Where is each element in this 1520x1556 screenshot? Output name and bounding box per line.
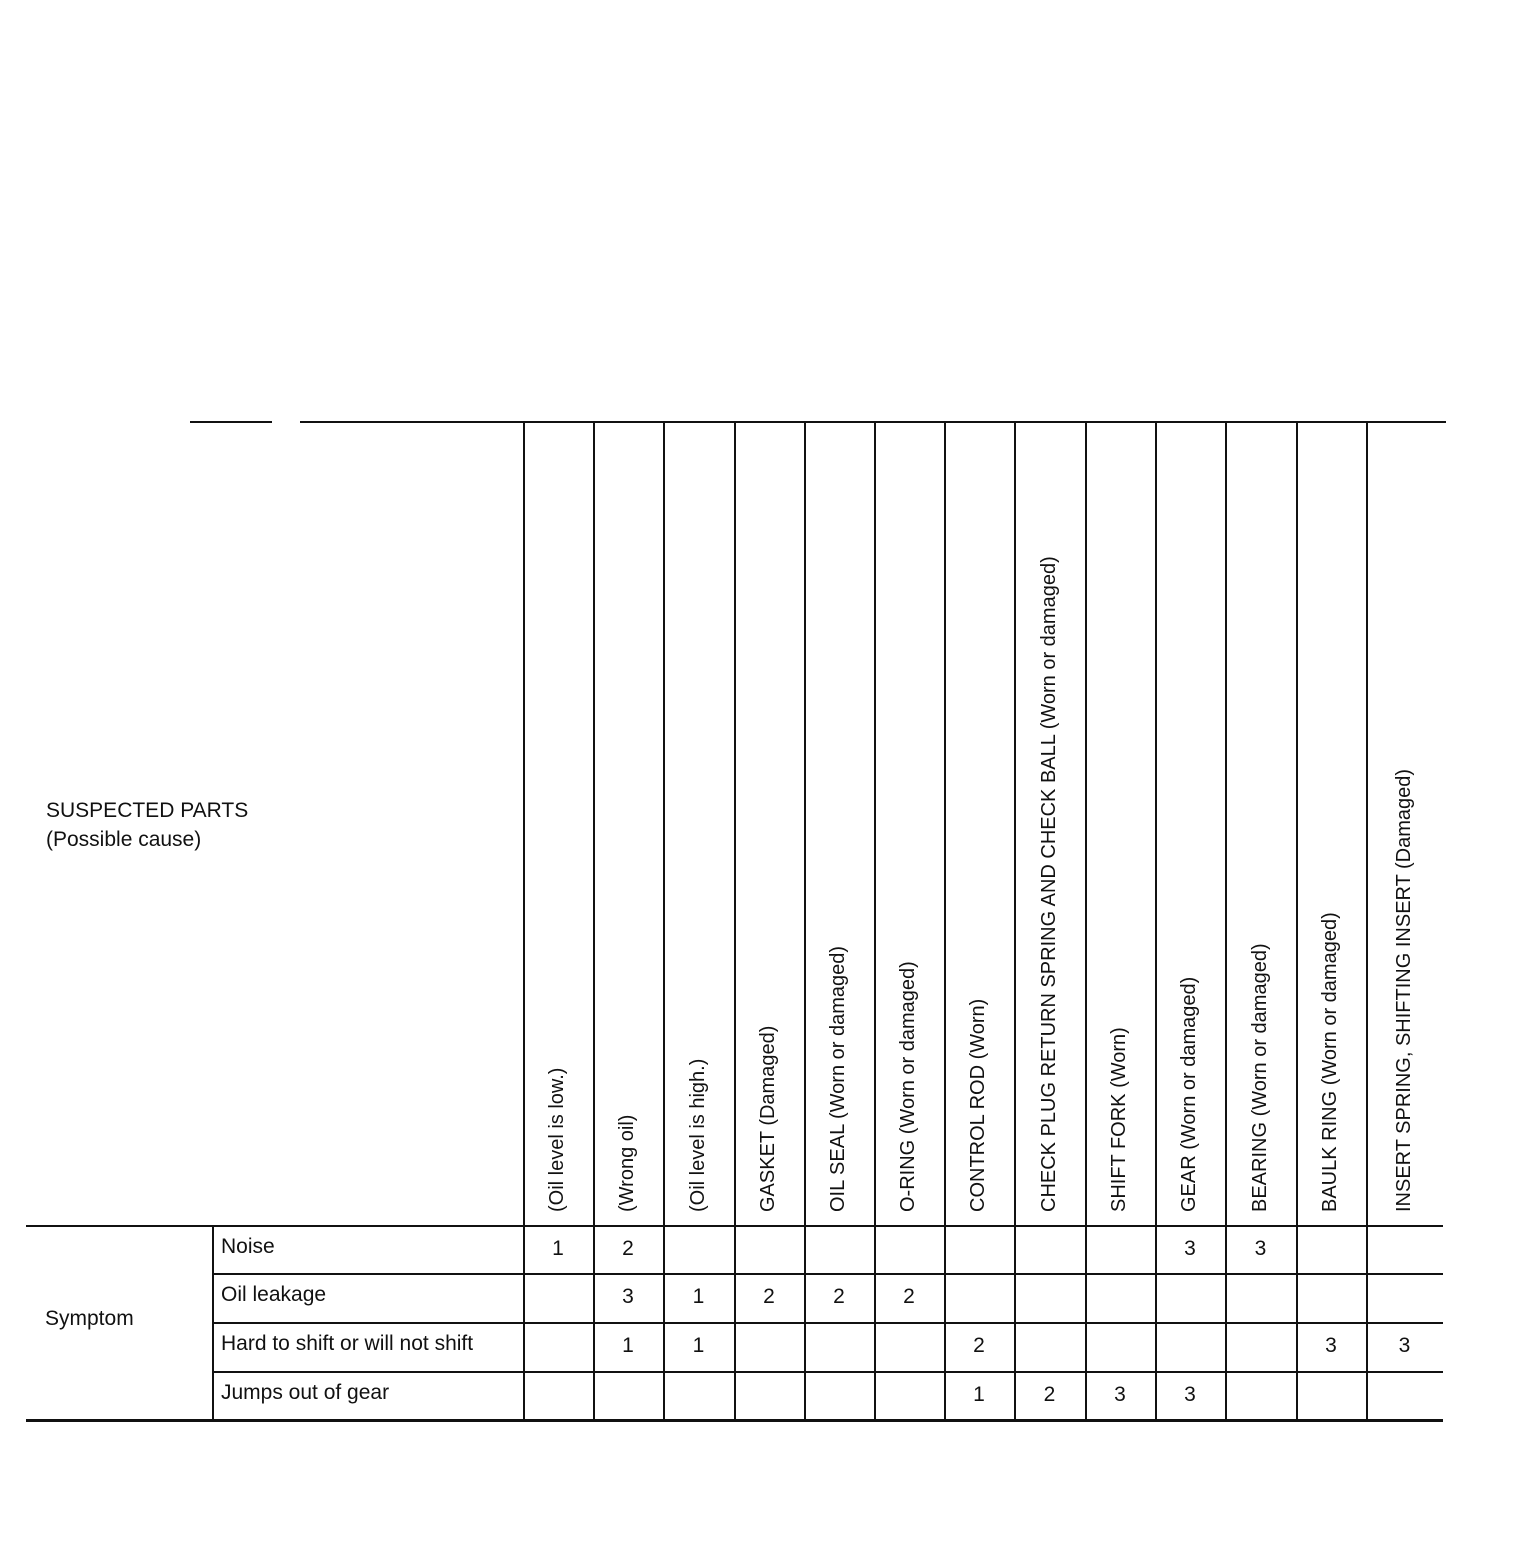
table-cell-value: 3 <box>1184 1237 1196 1260</box>
column-header-label: GASKET (Damaged) <box>757 1025 779 1212</box>
row-divider <box>212 1371 1443 1373</box>
column-header-label: BEARING (Worn or damaged) <box>1248 943 1271 1212</box>
column-header-label: (Oil level is high.) <box>686 1058 709 1212</box>
symptom-row-label: Oil leakage <box>221 1283 327 1306</box>
column-divider <box>663 421 665 1419</box>
table-cell-value: 3 <box>1114 1383 1126 1406</box>
suspected-parts-heading <box>46 796 248 854</box>
symptom-label: Symptom <box>45 1307 134 1330</box>
column-divider <box>734 421 736 1419</box>
table-cell-value: 2 <box>833 1285 845 1308</box>
table-bottom-border <box>26 1419 1443 1422</box>
table-cell-value: 3 <box>622 1285 634 1308</box>
table-cell-value: 2 <box>973 1334 985 1357</box>
column-divider <box>1155 421 1157 1419</box>
column-divider <box>1225 421 1227 1419</box>
column-header-label: BAULK RING (Worn or damaged) <box>1319 912 1341 1212</box>
column-divider <box>944 421 946 1419</box>
table-cell-value: 2 <box>1043 1383 1056 1406</box>
column-header-label: CONTROL ROD (Worn) <box>967 998 989 1212</box>
column-divider <box>1366 421 1368 1419</box>
column-header-label: OIL SEAL (Worn or damaged) <box>827 945 849 1212</box>
table-cell-value: 3 <box>1184 1383 1196 1406</box>
label-column-divider <box>212 1225 214 1419</box>
suspected-parts-subtitle: (Possible cause) <box>46 828 202 851</box>
column-header-label: SHIFT FORK (Worn) <box>1108 1027 1130 1212</box>
suspected-parts-title: SUSPECTED PARTS <box>46 799 249 822</box>
table-cell-value: 1 <box>692 1334 705 1357</box>
table-top-border <box>190 421 272 423</box>
symptom-row-label: Noise <box>221 1235 275 1258</box>
table-cell-value: 2 <box>903 1285 915 1308</box>
table-cell-value: 2 <box>622 1237 634 1260</box>
column-divider <box>1296 421 1298 1419</box>
row-divider <box>212 1322 1443 1324</box>
symptom-row-label: Hard to shift or will not shift <box>221 1332 474 1355</box>
table-cell-value: 1 <box>622 1334 634 1357</box>
table-cell-value: 2 <box>763 1285 775 1308</box>
table-cell-value: 1 <box>692 1285 705 1308</box>
row-divider <box>212 1273 1443 1275</box>
column-header-label: (Oil level is low.) <box>546 1067 568 1212</box>
column-divider <box>523 421 525 1419</box>
column-divider <box>1085 421 1087 1419</box>
column-header-label: GEAR (Worn or damaged) <box>1178 976 1200 1212</box>
table-cell-value: 3 <box>1254 1237 1267 1260</box>
table-cell-value: 1 <box>973 1383 985 1406</box>
column-divider <box>593 421 595 1419</box>
column-header-label: (Wrong oil) <box>616 1114 638 1212</box>
column-divider <box>1014 421 1016 1419</box>
table-cell-value: 3 <box>1398 1334 1411 1357</box>
table-top-border <box>300 421 1446 423</box>
column-header-label: INSERT SPRING, SHIFTING INSERT (Damaged) <box>1392 768 1415 1212</box>
column-divider <box>804 421 806 1419</box>
column-divider <box>874 421 876 1419</box>
table-cell-value: 3 <box>1325 1334 1337 1357</box>
symptom-row-label: Jumps out of gear <box>221 1381 390 1404</box>
table-cell-value: 1 <box>552 1237 564 1260</box>
column-header-label: O-RING (Worn or damaged) <box>897 961 919 1212</box>
column-header-label: CHECK PLUG RETURN SPRING AND CHECK BALL (Worn or damaged) <box>1037 556 1060 1212</box>
